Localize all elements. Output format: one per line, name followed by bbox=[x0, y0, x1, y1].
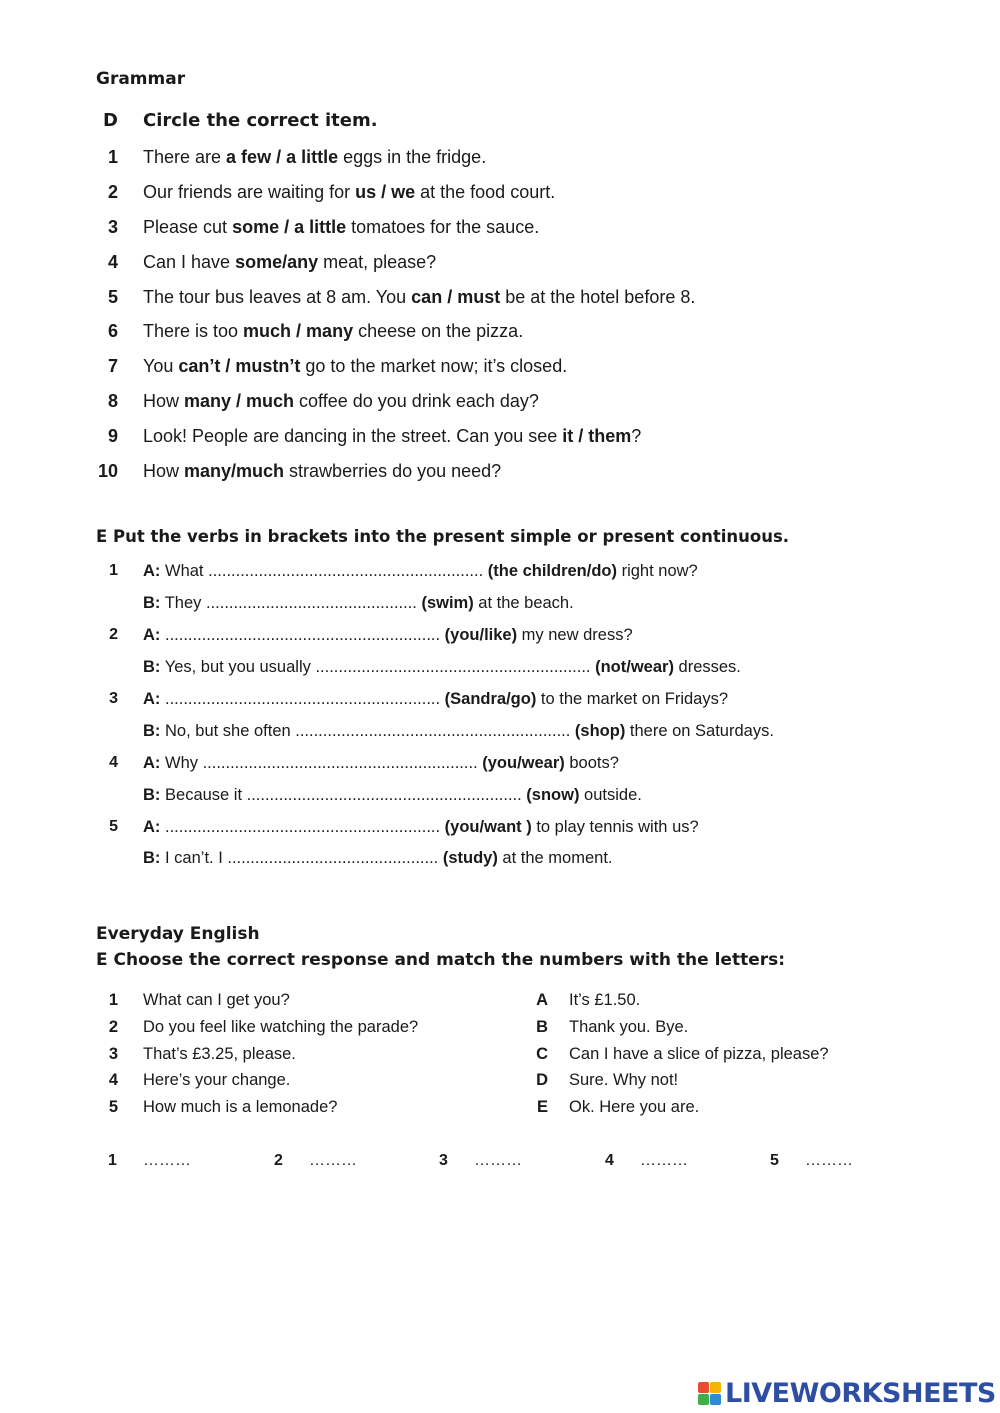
dialogue-line-a: A: ............................................................ (you/like) my new dress? bbox=[143, 626, 633, 644]
item-number: 3 bbox=[109, 690, 118, 707]
section-d-instruction: Circle the correct item. bbox=[143, 110, 378, 131]
dialogue-line-a: A: Why ............................................................ (you/wear) boots? bbox=[143, 754, 619, 772]
question-text: What can I get you? bbox=[143, 991, 290, 1009]
answer-blank[interactable]: .............................................. bbox=[205, 594, 417, 612]
answer-blank[interactable]: ............................................................ bbox=[202, 754, 478, 772]
answer-blank[interactable]: ............................................................ bbox=[246, 786, 522, 804]
dialogue-line-b: B: Yes, but you usually ............................................................ (not/wear) dresses. bbox=[143, 658, 741, 676]
choice-options[interactable]: many/much bbox=[184, 461, 285, 481]
item-number: 4 bbox=[107, 252, 118, 272]
choice-options[interactable]: can’t / mustn’t bbox=[178, 356, 301, 376]
dialogue-line-b: B: No, but she often ............................................................ (shop) there on Saturdays. bbox=[143, 722, 774, 740]
item-number: 5 bbox=[109, 818, 118, 835]
logo-text: LIVEWORKSHEETS bbox=[725, 1377, 996, 1409]
choice-options[interactable]: it / them bbox=[562, 426, 632, 446]
question-text: How much is a lemonade? bbox=[143, 1098, 338, 1116]
question-text: That’s £3.25, please. bbox=[143, 1045, 296, 1063]
everyday-english-instruction: E Choose the correct response and match the numbers with the letters: bbox=[96, 950, 786, 970]
question-number: 2 bbox=[108, 1018, 118, 1036]
response-text: Sure. Why not! bbox=[569, 1071, 679, 1089]
response-letter: B bbox=[536, 1018, 548, 1036]
response-text: Can I have a slice of pizza, please? bbox=[569, 1045, 829, 1063]
item-sentence: How many / much coffee do you drink each day? bbox=[143, 391, 539, 411]
question-number: 4 bbox=[108, 1071, 118, 1089]
answer-blank[interactable]: .............................................. bbox=[227, 849, 439, 867]
item-number: 3 bbox=[107, 217, 118, 237]
grammar-heading: Grammar bbox=[96, 69, 186, 89]
answer-blank[interactable]: ............................................................ bbox=[295, 722, 571, 740]
response-letter: E bbox=[536, 1098, 548, 1116]
answer-blank[interactable]: ............................................................ bbox=[208, 562, 484, 580]
answer-blank[interactable]: ............................................................ bbox=[165, 818, 441, 836]
response-text: Ok. Here you are. bbox=[569, 1098, 700, 1116]
choice-options[interactable]: us / we bbox=[355, 182, 416, 202]
item-number: 8 bbox=[107, 391, 118, 411]
answer-blank[interactable]: ……… bbox=[805, 1152, 853, 1169]
dialogue-line-a: A: ............................................................ (you/want ) to play tennis with us? bbox=[143, 818, 699, 836]
answer-blank[interactable]: ……… bbox=[474, 1152, 522, 1169]
question-number: 1 bbox=[108, 991, 118, 1009]
item-number: 1 bbox=[107, 147, 118, 167]
section-e-instruction: E Put the verbs in brackets into the present simple or present continuous. bbox=[96, 527, 790, 546]
item-sentence: Our friends are waiting for us / we at the food court. bbox=[143, 182, 556, 202]
item-sentence: Can I have some/any meat, please? bbox=[143, 252, 437, 272]
dialogue-line-a: A: What ............................................................ (the children/do) right now? bbox=[143, 562, 698, 580]
question-number: 3 bbox=[108, 1045, 118, 1063]
answer-blank[interactable]: ............................................................ bbox=[165, 690, 441, 708]
item-number: 2 bbox=[109, 626, 118, 643]
section-d-letter: D bbox=[103, 110, 118, 131]
item-number: 10 bbox=[97, 461, 118, 481]
choice-options[interactable]: many / much bbox=[184, 391, 295, 411]
answer-blank[interactable]: ……… bbox=[640, 1152, 688, 1169]
item-number: 2 bbox=[107, 182, 118, 202]
item-number: 6 bbox=[107, 321, 118, 341]
answer-blank[interactable]: ……… bbox=[143, 1152, 191, 1169]
item-number: 9 bbox=[107, 426, 118, 446]
response-text: It’s £1.50. bbox=[569, 991, 641, 1009]
question-text: Do you feel like watching the parade? bbox=[143, 1018, 419, 1036]
item-sentence: Look! People are dancing in the street. Can you see it / them? bbox=[143, 426, 642, 446]
dialogue-line-b: B: I can’t. I .............................................. (study) at the moment. bbox=[143, 849, 613, 867]
dialogue-line-a: A: ............................................................ (Sandra/go) to the market on Fridays? bbox=[143, 690, 729, 708]
item-sentence: How many/much strawberries do you need? bbox=[143, 461, 502, 481]
question-number: 5 bbox=[108, 1098, 118, 1116]
choice-options[interactable]: can / must bbox=[411, 287, 501, 307]
everyday-english-heading: Everyday English bbox=[96, 924, 260, 944]
choice-options[interactable]: some/any bbox=[235, 252, 319, 272]
liveworksheets-logo[interactable] bbox=[698, 1378, 996, 1408]
answer-number: 1 bbox=[108, 1152, 117, 1169]
dialogue-line-b: B: They .............................................. (swim) at the beach. bbox=[143, 594, 574, 612]
answer-blank[interactable]: ............................................................ bbox=[315, 658, 591, 676]
answer-number: 2 bbox=[274, 1152, 283, 1169]
item-number: 4 bbox=[109, 754, 118, 771]
choice-options[interactable]: a few / a little bbox=[226, 147, 339, 167]
item-sentence: There is too much / many cheese on the pizza. bbox=[143, 321, 524, 341]
item-sentence: You can’t / mustn’t go to the market now; it’s closed. bbox=[143, 356, 568, 376]
answer-number: 4 bbox=[605, 1152, 614, 1169]
item-number: 1 bbox=[109, 562, 118, 579]
item-number: 7 bbox=[107, 356, 118, 376]
item-sentence: The tour bus leaves at 8 am. You can / must be at the hotel before 8. bbox=[143, 287, 696, 307]
answer-number: 5 bbox=[770, 1152, 779, 1169]
response-letter: A bbox=[536, 991, 548, 1009]
answer-blank[interactable]: ……… bbox=[309, 1152, 357, 1169]
item-sentence: Please cut some / a little tomatoes for the sauce. bbox=[143, 217, 540, 237]
response-text: Thank you. Bye. bbox=[569, 1018, 689, 1036]
choice-options[interactable]: some / a little bbox=[232, 217, 347, 237]
liveworksheets-logo-icon bbox=[698, 1382, 721, 1405]
item-number: 5 bbox=[107, 287, 118, 307]
answer-number: 3 bbox=[439, 1152, 448, 1169]
item-sentence: There are a few / a little eggs in the fridge. bbox=[143, 147, 487, 167]
question-text: Here’s your change. bbox=[143, 1071, 291, 1089]
response-letter: D bbox=[536, 1071, 548, 1089]
answer-blank[interactable]: ............................................................ bbox=[165, 626, 441, 644]
dialogue-line-b: B: Because it ............................................................ (snow) outside. bbox=[143, 786, 642, 804]
response-letter: C bbox=[536, 1045, 548, 1063]
choice-options[interactable]: much / many bbox=[243, 321, 354, 341]
